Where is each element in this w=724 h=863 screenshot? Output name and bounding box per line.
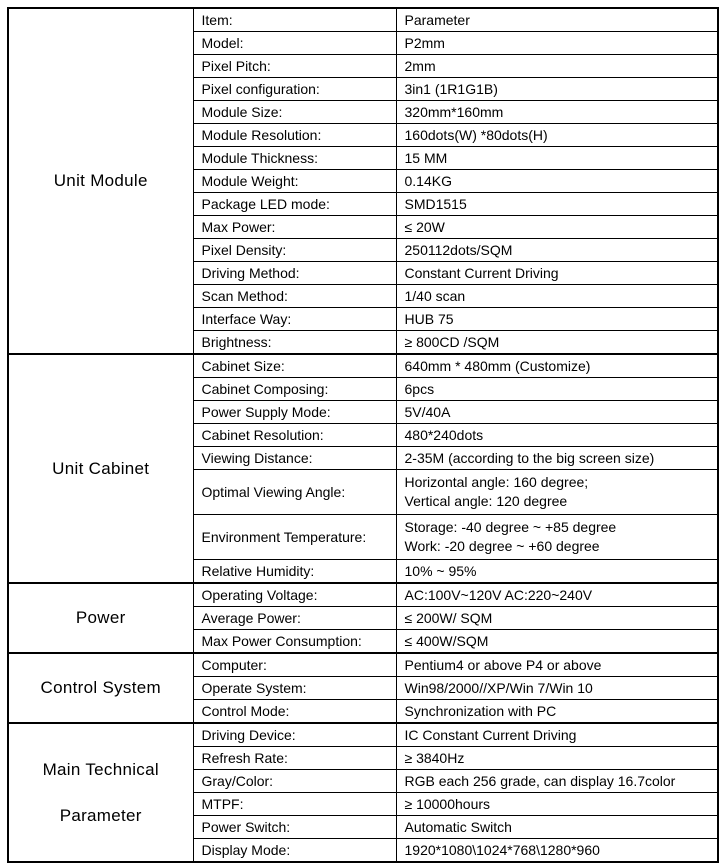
spec-label-cell: Module Thickness: [193,147,396,170]
spec-label-cell: Item: [193,8,396,32]
spec-label-cell: MTPF: [193,793,396,816]
spec-value-cell: Constant Current Driving [396,262,718,285]
spec-value-cell: 5V/40A [396,401,718,424]
spec-label-cell: Cabinet Composing: [193,378,396,401]
spec-label-cell: Module Size: [193,101,396,124]
spec-value-cell: 160dots(W) *80dots(H) [396,124,718,147]
spec-label-cell: Power Switch: [193,816,396,839]
spec-label-cell: Cabinet Resolution: [193,424,396,447]
spec-value-cell: RGB each 256 grade, can display 16.7color [396,770,718,793]
spec-value-cell: Automatic Switch [396,816,718,839]
spec-label-cell: Pixel configuration: [193,78,396,101]
spec-label-cell: Gray/Color: [193,770,396,793]
spec-value-line: Work: -20 degree ~ +60 degree [404,538,600,554]
spec-value-cell [396,515,718,560]
spec-label-cell: Operating Voltage: [193,583,396,607]
category-label: Power [75,608,126,627]
spec-value-cell: 6pcs [396,378,718,401]
spec-value-cell: Pentium4 or above P4 or above [396,653,718,677]
spec-label-cell: Average Power: [193,607,396,630]
spec-value-cell: 0.14KG [396,170,718,193]
spec-value-line: Horizontal angle: 160 degree; [404,474,589,490]
category-label: Control System [40,678,161,697]
spec-label-cell: Driving Method: [193,262,396,285]
spec-label-cell: Optimal Viewing Angle: [193,470,396,515]
category-cell-control-system [8,653,193,723]
spec-label-cell: Relative Humidity: [193,560,396,584]
table-row [8,583,718,607]
spec-label-cell: Scan Method: [193,285,396,308]
category-cell-power [8,583,193,653]
spec-label-cell: Viewing Distance: [193,447,396,470]
spec-value-cell: HUB 75 [396,308,718,331]
spec-value-cell: AC:100V~120V AC:220~240V [396,583,718,607]
spec-label-cell: Computer: [193,653,396,677]
spec-label-cell: Driving Device: [193,723,396,747]
category-label: Main Technical [42,759,159,779]
spec-value-cell: 15 MM [396,147,718,170]
category-cell-unit-cabinet [8,354,193,583]
table-row [8,8,718,32]
spec-value-cell: Parameter [396,8,718,32]
spec-value-cell: 1/40 scan [396,285,718,308]
spec-value-cell: ≤ 20W [396,216,718,239]
spec-value-cell: 2mm [396,55,718,78]
spec-label-cell: Pixel Density: [193,239,396,262]
spec-value-cell: 2-35M (according to the big screen size) [396,447,718,470]
spec-label-cell: Operate System: [193,677,396,700]
spec-value-cell: IC Constant Current Driving [396,723,718,747]
category-label: Parameter [59,805,142,825]
spec-table [7,7,719,863]
spec-label-cell: Max Power Consumption: [193,630,396,654]
table-row [8,354,718,378]
spec-value-line: Storage: -40 degree ~ +85 degree [404,519,617,535]
spec-value-cell: 3in1 (1R1G1B) [396,78,718,101]
category-label: Unit Cabinet [52,458,150,478]
spec-label-cell: Max Power: [193,216,396,239]
category-cell-main-technical-parameter [8,723,193,862]
spec-value-cell: SMD1515 [396,193,718,216]
spec-value-line: Vertical angle: 120 degree [404,493,568,509]
table-row [8,653,718,677]
spec-label-cell: Refresh Rate: [193,747,396,770]
spec-label-cell: Display Mode: [193,839,396,863]
spec-label-cell: Environment Temperature: [193,515,396,560]
spec-value-cell: 250112dots/SQM [396,239,718,262]
spec-value-cell: ≥ 3840Hz [396,747,718,770]
spec-value-cell: ≤ 400W/SQM [396,630,718,654]
spec-label-cell: Module Resolution: [193,124,396,147]
spec-value-cell: P2mm [396,32,718,55]
spec-value-cell: 480*240dots [396,424,718,447]
spec-label-cell: Interface Way: [193,308,396,331]
spec-label-cell: Cabinet Size: [193,354,396,378]
spec-value-cell: Win98/2000//XP/Win 7/Win 10 [396,677,718,700]
spec-label-cell: Model: [193,32,396,55]
spec-value-cell: 320mm*160mm [396,101,718,124]
spec-label-cell: Module Weight: [193,170,396,193]
category-label: Unit Module [53,171,148,190]
table-row [8,723,718,747]
spec-value-cell: ≥ 10000hours [396,793,718,816]
spec-value-cell [396,470,718,515]
spec-label-cell: Brightness: [193,331,396,355]
spec-value-cell: 640mm * 480mm (Customize) [396,354,718,378]
spec-label-cell: Package LED mode: [193,193,396,216]
spec-label-cell: Power Supply Mode: [193,401,396,424]
spec-value-cell: 1920*1080\1024*768\1280*960 [396,839,718,863]
spec-label-cell: Control Mode: [193,700,396,724]
spec-value-cell: ≤ 200W/ SQM [396,607,718,630]
spec-value-cell: ≥ 800CD /SQM [396,331,718,355]
spec-value-cell: 10% ~ 95% [396,560,718,584]
spec-value-cell: Synchronization with PC [396,700,718,724]
spec-label-cell: Pixel Pitch: [193,55,396,78]
category-cell-unit-module [8,8,193,354]
